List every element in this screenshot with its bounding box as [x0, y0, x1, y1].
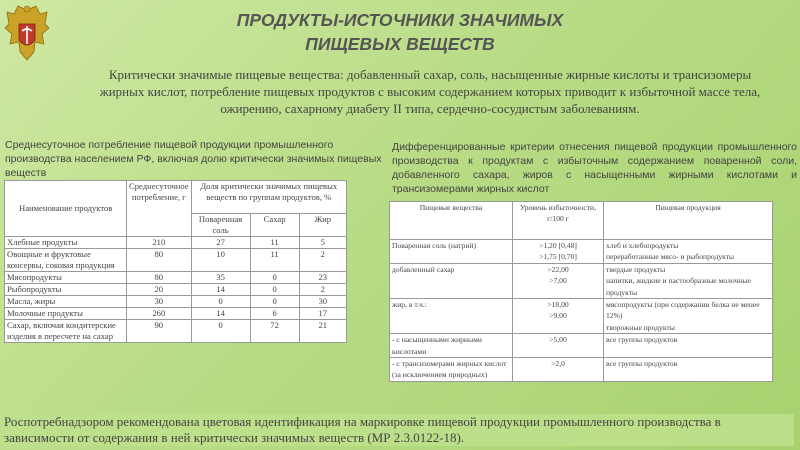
- row-product: мясопродукты (при содержании белка не менее 12%) творожные продукты: [604, 299, 773, 334]
- table-row: [5, 237, 347, 249]
- row-product: все группы продуктов: [604, 334, 773, 358]
- table-row: [390, 358, 773, 382]
- row-level: >2,0: [513, 358, 604, 382]
- table-header-row: [390, 202, 773, 240]
- row-fat: 21: [299, 320, 346, 343]
- row-level: >5,00: [513, 334, 604, 358]
- row-fat: 2: [299, 284, 346, 296]
- row-substance: добавленный сахар: [390, 263, 513, 298]
- eagle-emblem-icon: [4, 4, 50, 64]
- row-fat: 23: [299, 272, 346, 284]
- table-row: [5, 284, 347, 296]
- table-row: [390, 263, 773, 298]
- row-salt: 35: [191, 272, 250, 284]
- row-avg: 30: [127, 296, 192, 308]
- row-salt: 14: [191, 284, 250, 296]
- row-sugar: 6: [250, 308, 299, 320]
- row-salt: 0: [191, 320, 250, 343]
- intro-paragraph: Критически значимые пищевые вещества: добавленный сахар, соль, насыщенные жирные кислоты и трансизомеры жирных кислот, потребление пищевых продуктов с высоким содержанием которых приводит к избыточной массе тела, ожирению, сахарному диабету II типа, сердечно-сосудистым заболеваниям.: [99, 67, 761, 116]
- row-avg: 260: [127, 308, 192, 320]
- row-name: Молочные продукты: [5, 308, 127, 320]
- title-line-2: ПИЩЕВЫХ ВЕЩЕСТВ: [305, 34, 495, 54]
- row-product: твердые продукты напитки, жидкие и пастообразные молочные продукты: [604, 263, 773, 298]
- table-row: [5, 320, 347, 343]
- row-name: Сахар, включая кондитерские изделия в пересчете на сахар: [5, 320, 127, 343]
- page-title: [150, 8, 650, 56]
- table-row: [390, 334, 773, 358]
- header-substance: Пищевые вещества: [390, 202, 513, 240]
- table-row: [5, 272, 347, 284]
- row-avg: 80: [127, 272, 192, 284]
- table-row: [390, 240, 773, 264]
- row-sugar: 72: [250, 320, 299, 343]
- row-sugar: 11: [250, 237, 299, 249]
- row-name: Хлебные продукты: [5, 237, 127, 249]
- table-header-row: [5, 181, 347, 214]
- row-level: >1,20 [0,48] >1,75 [0,70]: [513, 240, 604, 264]
- table-row: [5, 296, 347, 308]
- row-product: все группы продуктов: [604, 358, 773, 382]
- title-line-1: ПРОДУКТЫ-ИСТОЧНИКИ ЗНАЧИМЫХ: [236, 10, 564, 30]
- row-fat: 30: [299, 296, 346, 308]
- row-sugar: 0: [250, 284, 299, 296]
- row-name: Овощные и фруктовые консервы, соковая продукция: [5, 249, 127, 272]
- footer-note: Роспотребнадзором рекомендована цветовая идентификация на маркировке пищевой продукции промышленного производства в зависимости от содержания в ней критически значимых веществ (МР 2.3.0122-18).: [4, 414, 794, 446]
- row-level: >18,00 >9,00: [513, 299, 604, 334]
- row-fat: 2: [299, 249, 346, 272]
- table-row: [5, 249, 347, 272]
- header-sugar: Сахар: [250, 214, 299, 237]
- row-substance: - с трансизомерами жирных кислот (за исключением природных): [390, 358, 513, 382]
- row-avg: 20: [127, 284, 192, 296]
- row-product: хлеб и хлебопродукты переработанные мясо- и рыбопродукты: [604, 240, 773, 264]
- header-share: Доля критически значимых пищевых веществ по группам продуктов, %: [191, 181, 346, 214]
- criteria-table: [389, 201, 773, 382]
- header-fat: Жир: [299, 214, 346, 237]
- header-avg: Среднесуточное потребление, г: [127, 181, 192, 237]
- row-name: Масла, жиры: [5, 296, 127, 308]
- row-salt: 27: [191, 237, 250, 249]
- row-sugar: 11: [250, 249, 299, 272]
- table-row: [390, 299, 773, 334]
- row-name: Мясопродукты: [5, 272, 127, 284]
- row-substance: Поваренная соль (натрий): [390, 240, 513, 264]
- header-product: Пищевая продукция: [604, 202, 773, 240]
- row-fat: 17: [299, 308, 346, 320]
- header-level: Уровень избыточности, г/100 г: [513, 202, 604, 240]
- table-row: [5, 308, 347, 320]
- row-sugar: 0: [250, 272, 299, 284]
- criteria-table-caption: Дифференцированные критерии отнесения пищевой продукции промышленного производства к продуктам с избыточным содержанием поваренной соли, добавленного сахара, жиров с насыщенными жирными кислотами и трансизомерами жирных кислот: [392, 141, 797, 195]
- row-salt: 10: [191, 249, 250, 272]
- header-salt: Поваренная соль: [191, 214, 250, 237]
- row-avg: 210: [127, 237, 192, 249]
- row-substance: - с насыщенными жирными кислотами: [390, 334, 513, 358]
- row-salt: 14: [191, 308, 250, 320]
- header-name: Наименование продуктов: [5, 181, 127, 237]
- consumption-table: [4, 180, 347, 343]
- row-salt: 0: [191, 296, 250, 308]
- row-fat: 5: [299, 237, 346, 249]
- row-substance: жир, в т.ч.:: [390, 299, 513, 334]
- row-avg: 90: [127, 320, 192, 343]
- consumption-table-caption: Среднесуточное потребление пищевой продукции промышленного производства населением РФ, включая долю критически значимых пищевых веществ: [5, 139, 382, 179]
- row-avg: 80: [127, 249, 192, 272]
- row-name: Рыбопродукты: [5, 284, 127, 296]
- row-sugar: 0: [250, 296, 299, 308]
- row-level: >22,00 >7,00: [513, 263, 604, 298]
